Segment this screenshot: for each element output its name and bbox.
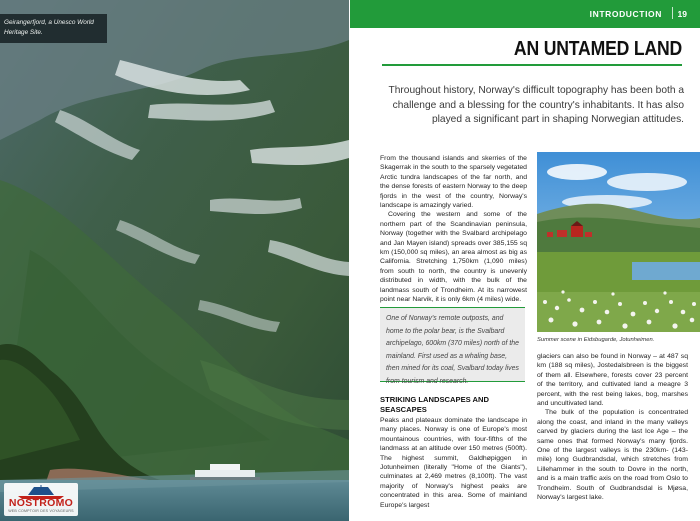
header-separator	[672, 7, 673, 19]
column-one-continued	[380, 416, 527, 510]
title-rule	[382, 64, 682, 66]
column-two	[537, 352, 688, 503]
pull-quote-box	[380, 307, 525, 385]
column-two-paragraph: glaciers can also be found in Norway – at 487 sq km (188 sq miles), Jostedalsbreen is the biggest of them all. Elsewhere, forests cover 23 percent of the territory, and cultivated land a meagre 3 percent, with the rest being lakes, bog, marshes and uncultivated land.	[537, 353, 688, 408]
section-subheading: STRIKING LANDSCAPES AND SEASCAPES	[380, 395, 489, 414]
section-name: INTRODUCTION	[589, 9, 662, 19]
photo-caption-box	[0, 14, 107, 43]
column-one-paragraph: Peaks and plateaux dominate the landscape in many places. Norway is one of Europe's most mountainous countries, with four-fifths of the landmass at an altitude over 150 metres (500ft). The highest summit, Galdhøpiggen in Jotunheimen (literally "Home of the Giants"), culminates at 2,469 metres (8,100ft). The vast majority of Norway's highest peaks are concentrated in this area. Some of mainland Europe's largest	[380, 417, 527, 509]
column-one-paragraph: From the thousand islands and skerries of the Skagerrak in the south to the sparsely vegetated Arctic tundra landscapes of the far north, and the dense forests of eastern Norway to the deep fjords in the west of the country, Norway's landscape is amazingly varied.	[380, 155, 527, 210]
page-number: 19	[677, 9, 687, 19]
photo-caption: Summer scene in Eidsbugarde, Jotunheimen.	[537, 337, 655, 343]
column-one-paragraph: Covering the western and some of the northern part of the Scandinavian peninsula, Norway (together with the Svalbard archipelago and Jan Mayen island) spreads over 385,155 sq km (150,000 sq miles), an area almost as big as California. Stretching 1,750km (1,090 miles) from south to north, the country is unevenly distributed in width, with the bulk of the landmass south of Trondheim. At its narrowest point near Narvik, it is only 6km (4 miles) wide.	[380, 211, 527, 304]
column-two-paragraph: The bulk of the population is concentrated along the coast, and inland in the many valleys carved by glaciers during the last Ice Age – the same ones that formed Norway's many fjords. One of the largest valleys is the 230km- (143-mile) long Gudbrandsdal, which stretches from Lillehammer in the south to Dovre in the north, and is a main traffic axis on the road from Oslo to Trondheim. South of Gudbrandsdal is Mjøsa, Norway's largest lake.	[537, 409, 688, 502]
photo-caption: Geirangerfjord, a Unesco World Heritage Site.	[4, 19, 94, 36]
nostromo-logo	[4, 483, 78, 516]
right-page	[350, 0, 700, 521]
logo-tagline: WEB COMPTOIR DES VOYAGEURS	[8, 509, 74, 513]
pull-quote-text: One of Norway's remote outposts, and home to the polar bear, is the Svalbard archipelago, 600km (370 miles) north of the mainland. First used as a whaling base, then mined for its coal, Svalbard today lives from tourism and research.	[386, 315, 519, 385]
running-header	[350, 0, 700, 28]
mountain-meadow-photo	[537, 152, 700, 332]
intro-paragraph: Throughout history, Norway's difficult topography has been both a challenge and a blessing for the country's inhabitants. It has also played a significant part in shaping Norwegian attitudes.	[388, 85, 684, 125]
logo-name: NOSTROMO	[8, 497, 74, 509]
column-one	[380, 154, 527, 305]
fjord-photo	[0, 0, 349, 521]
page-title: AN UNTAMED LAND	[513, 38, 682, 60]
